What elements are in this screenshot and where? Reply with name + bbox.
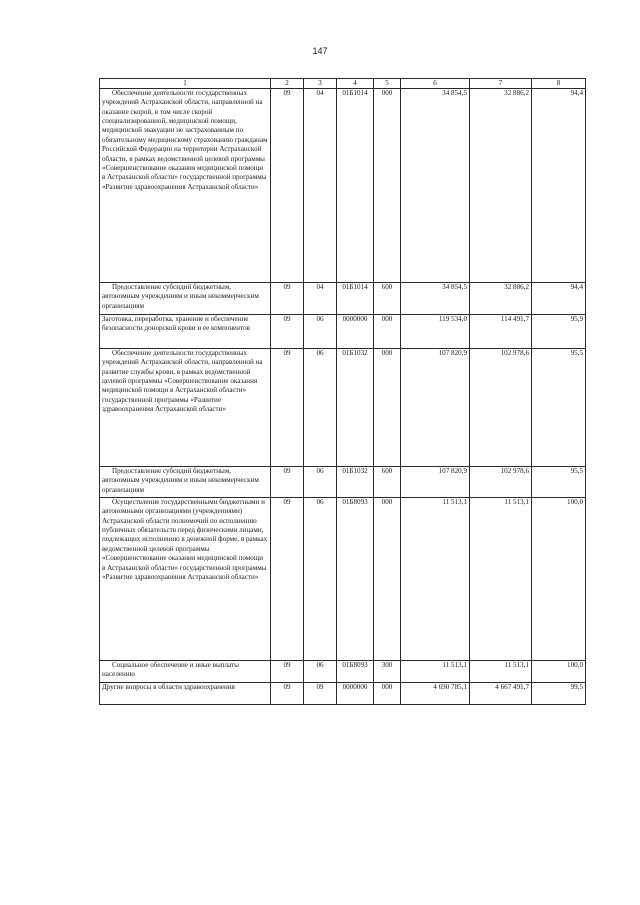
row-expense-type: 000	[374, 498, 401, 661]
row-subsection: 06	[304, 467, 337, 498]
header-col-2: 2	[271, 79, 304, 89]
table-row	[100, 683, 586, 705]
row-subsection: 06	[304, 661, 337, 683]
row-planned: 107 820,9	[401, 349, 470, 467]
row-subsection: 06	[304, 349, 337, 467]
table-row	[100, 315, 586, 349]
row-target-code: 01Б1014	[337, 283, 374, 315]
row-target-code: 01Б1032	[337, 467, 374, 498]
row-percent: 95,5	[532, 349, 586, 467]
row-subsection: 06	[304, 498, 337, 661]
page-number: 147	[312, 46, 328, 56]
row-section: 09	[271, 498, 304, 661]
row-percent: 95,9	[532, 315, 586, 349]
row-section: 09	[271, 283, 304, 315]
row-target-code: 0000000	[337, 315, 374, 349]
table-row	[100, 89, 586, 283]
row-name: Другие вопросы в области здравоохранения	[100, 683, 271, 705]
row-section: 09	[271, 315, 304, 349]
row-section: 09	[271, 683, 304, 705]
row-planned: 34 854,5	[401, 283, 470, 315]
row-section: 09	[271, 467, 304, 498]
row-percent: 95,5	[532, 467, 586, 498]
row-target-code: 01Б8093	[337, 661, 374, 683]
header-col-5: 5	[374, 79, 401, 89]
row-percent: 94,4	[532, 283, 586, 315]
table-row	[100, 661, 586, 683]
row-expense-type: 000	[374, 349, 401, 467]
row-expense-type: 000	[374, 683, 401, 705]
row-percent: 94,4	[532, 89, 586, 283]
table-row	[100, 349, 586, 467]
header-col-3: 3	[304, 79, 337, 89]
header-col-8: 8	[532, 79, 586, 89]
row-planned: 34 854,5	[401, 89, 470, 283]
row-name: Осуществление государственными бюджетными и автономными организациями (учреждениями) Астраханской области полномочий по исполнению публичных обязательств перед физическими лицами, подлежащих исполнению в денежной форме, в рамках ведомственной целевой программы «Совершенствование оказания медицинской помощи в Астраханской области» государственной программы «Развитие здравоохранения Астраханской области»	[100, 498, 271, 661]
row-expense-type: 000	[374, 89, 401, 283]
row-target-code: 0000000	[337, 683, 374, 705]
row-target-code: 01Б1014	[337, 89, 374, 283]
row-executed: 32 886,2	[470, 89, 532, 283]
row-target-code: 01Б1032	[337, 349, 374, 467]
table-row	[100, 283, 586, 315]
row-planned: 11 513,1	[401, 661, 470, 683]
row-subsection: 06	[304, 315, 337, 349]
row-section: 09	[271, 89, 304, 283]
header-col-1: 1	[100, 79, 271, 89]
row-planned: 4 690 785,1	[401, 683, 470, 705]
row-name: Социальное обеспечение и иные выплаты населению	[100, 661, 271, 683]
row-executed: 32 886,2	[470, 283, 532, 315]
row-percent: 100,0	[532, 661, 586, 683]
row-name: Предоставление субсидий бюджетным, автономным учреждениям и иным некоммерческим организациям	[100, 283, 271, 315]
row-executed: 11 513,1	[470, 498, 532, 661]
header-col-6: 6	[401, 79, 470, 89]
row-percent: 99,5	[532, 683, 586, 705]
row-expense-type: 600	[374, 467, 401, 498]
row-subsection: 04	[304, 89, 337, 283]
row-executed: 114 491,7	[470, 315, 532, 349]
header-col-4: 4	[337, 79, 374, 89]
row-section: 09	[271, 661, 304, 683]
row-planned: 107 820,9	[401, 467, 470, 498]
row-executed: 11 513,1	[470, 661, 532, 683]
row-planned: 11 513,1	[401, 498, 470, 661]
header-row	[100, 79, 586, 89]
row-name: Обеспечение деятельности государственных учреждений Астраханской области, направленной на оказание скорой, в том числе скорой специализированной, медицинской помощи, медицинской эвакуации не застрахованным по обязательному медицинскому страхованию гражданам Российской Федерации на территории Астраханской области, в рамках ведомственной целевой программы «Совершенствование оказания медицинской помощи в Астраханской области» государственной программы «Развитие здравоохранения Астраханской области»	[100, 89, 271, 283]
row-name: Заготовка, переработка, хранение и обеспечение безопасности донорской крови и ее компонентов	[100, 315, 271, 349]
budget-table	[99, 78, 586, 705]
row-expense-type: 600	[374, 283, 401, 315]
row-percent: 100,0	[532, 498, 586, 661]
row-planned: 119 534,0	[401, 315, 470, 349]
row-executed: 102 978,6	[470, 349, 532, 467]
row-expense-type: 000	[374, 315, 401, 349]
row-subsection: 09	[304, 683, 337, 705]
row-expense-type: 300	[374, 661, 401, 683]
row-executed: 102 978,6	[470, 467, 532, 498]
table-row	[100, 467, 586, 498]
row-name: Предоставление субсидий бюджетным, автономным учреждениям и иным некоммерческим организациям	[100, 467, 271, 498]
header-col-7: 7	[470, 79, 532, 89]
row-executed: 4 667 491,7	[470, 683, 532, 705]
row-subsection: 04	[304, 283, 337, 315]
row-name: Обеспечение деятельности государственных учреждений Астраханской области, направленной на развитие службы крови, в рамках ведомственной целевой программы «Совершенствование оказания медицинской помощи в Астраханской области» государственной программы «Развитие здравоохранения Астраханской области»	[100, 349, 271, 467]
table-row	[100, 498, 586, 661]
row-target-code: 01Б8093	[337, 498, 374, 661]
row-section: 09	[271, 349, 304, 467]
